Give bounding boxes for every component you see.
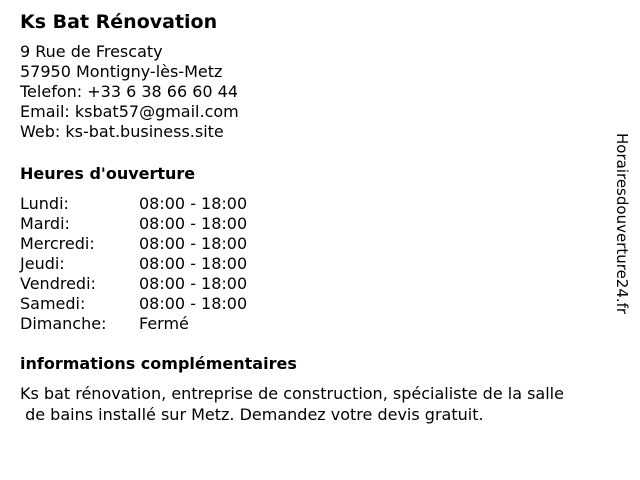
day-label: Samedi:: [20, 294, 86, 313]
day-label: Mardi:: [20, 214, 70, 233]
day-label: Vendredi:: [20, 274, 96, 293]
info-description: [20, 383, 620, 425]
business-name: Ks Bat Rénovation: [20, 11, 218, 33]
time-value: 08:00 - 18:00: [139, 194, 248, 213]
day-label: Mercredi:: [20, 234, 95, 253]
site-watermark: Horairesdouverture24.fr: [613, 133, 631, 315]
address-city: 57950 Montigny-lès-Metz: [20, 62, 223, 81]
time-value: 08:00 - 18:00: [139, 274, 248, 293]
hours-heading: Heures d'ouverture: [20, 164, 196, 183]
time-value: 08:00 - 18:00: [139, 214, 248, 233]
time-value: 08:00 - 18:00: [139, 294, 248, 313]
time-value: Fermé: [139, 314, 189, 333]
time-value: 08:00 - 18:00: [139, 234, 248, 253]
time-value: 08:00 - 18:00: [139, 254, 248, 273]
info-heading: informations complémentaires: [20, 354, 297, 373]
business-card: [20, 8, 610, 424]
contact-block: [20, 42, 610, 142]
day-label: Dimanche:: [20, 314, 107, 333]
day-label: Lundi:: [20, 194, 69, 213]
email-address[interactable]: Email: ksbat57@gmail.com: [20, 102, 239, 121]
address-street: 9 Rue de Frescaty: [20, 42, 163, 61]
info-line: de bains installé sur Metz. Demandez votre devis gratuit.: [20, 405, 484, 424]
info-line: Ks bat rénovation, entreprise de construction, spécialiste de la salle: [20, 384, 564, 403]
phone-number[interactable]: Telefon: +33 6 38 66 60 44: [20, 82, 239, 101]
website-link[interactable]: Web: ks-bat.business.site: [20, 122, 224, 141]
day-label: Jeudi:: [20, 254, 65, 273]
